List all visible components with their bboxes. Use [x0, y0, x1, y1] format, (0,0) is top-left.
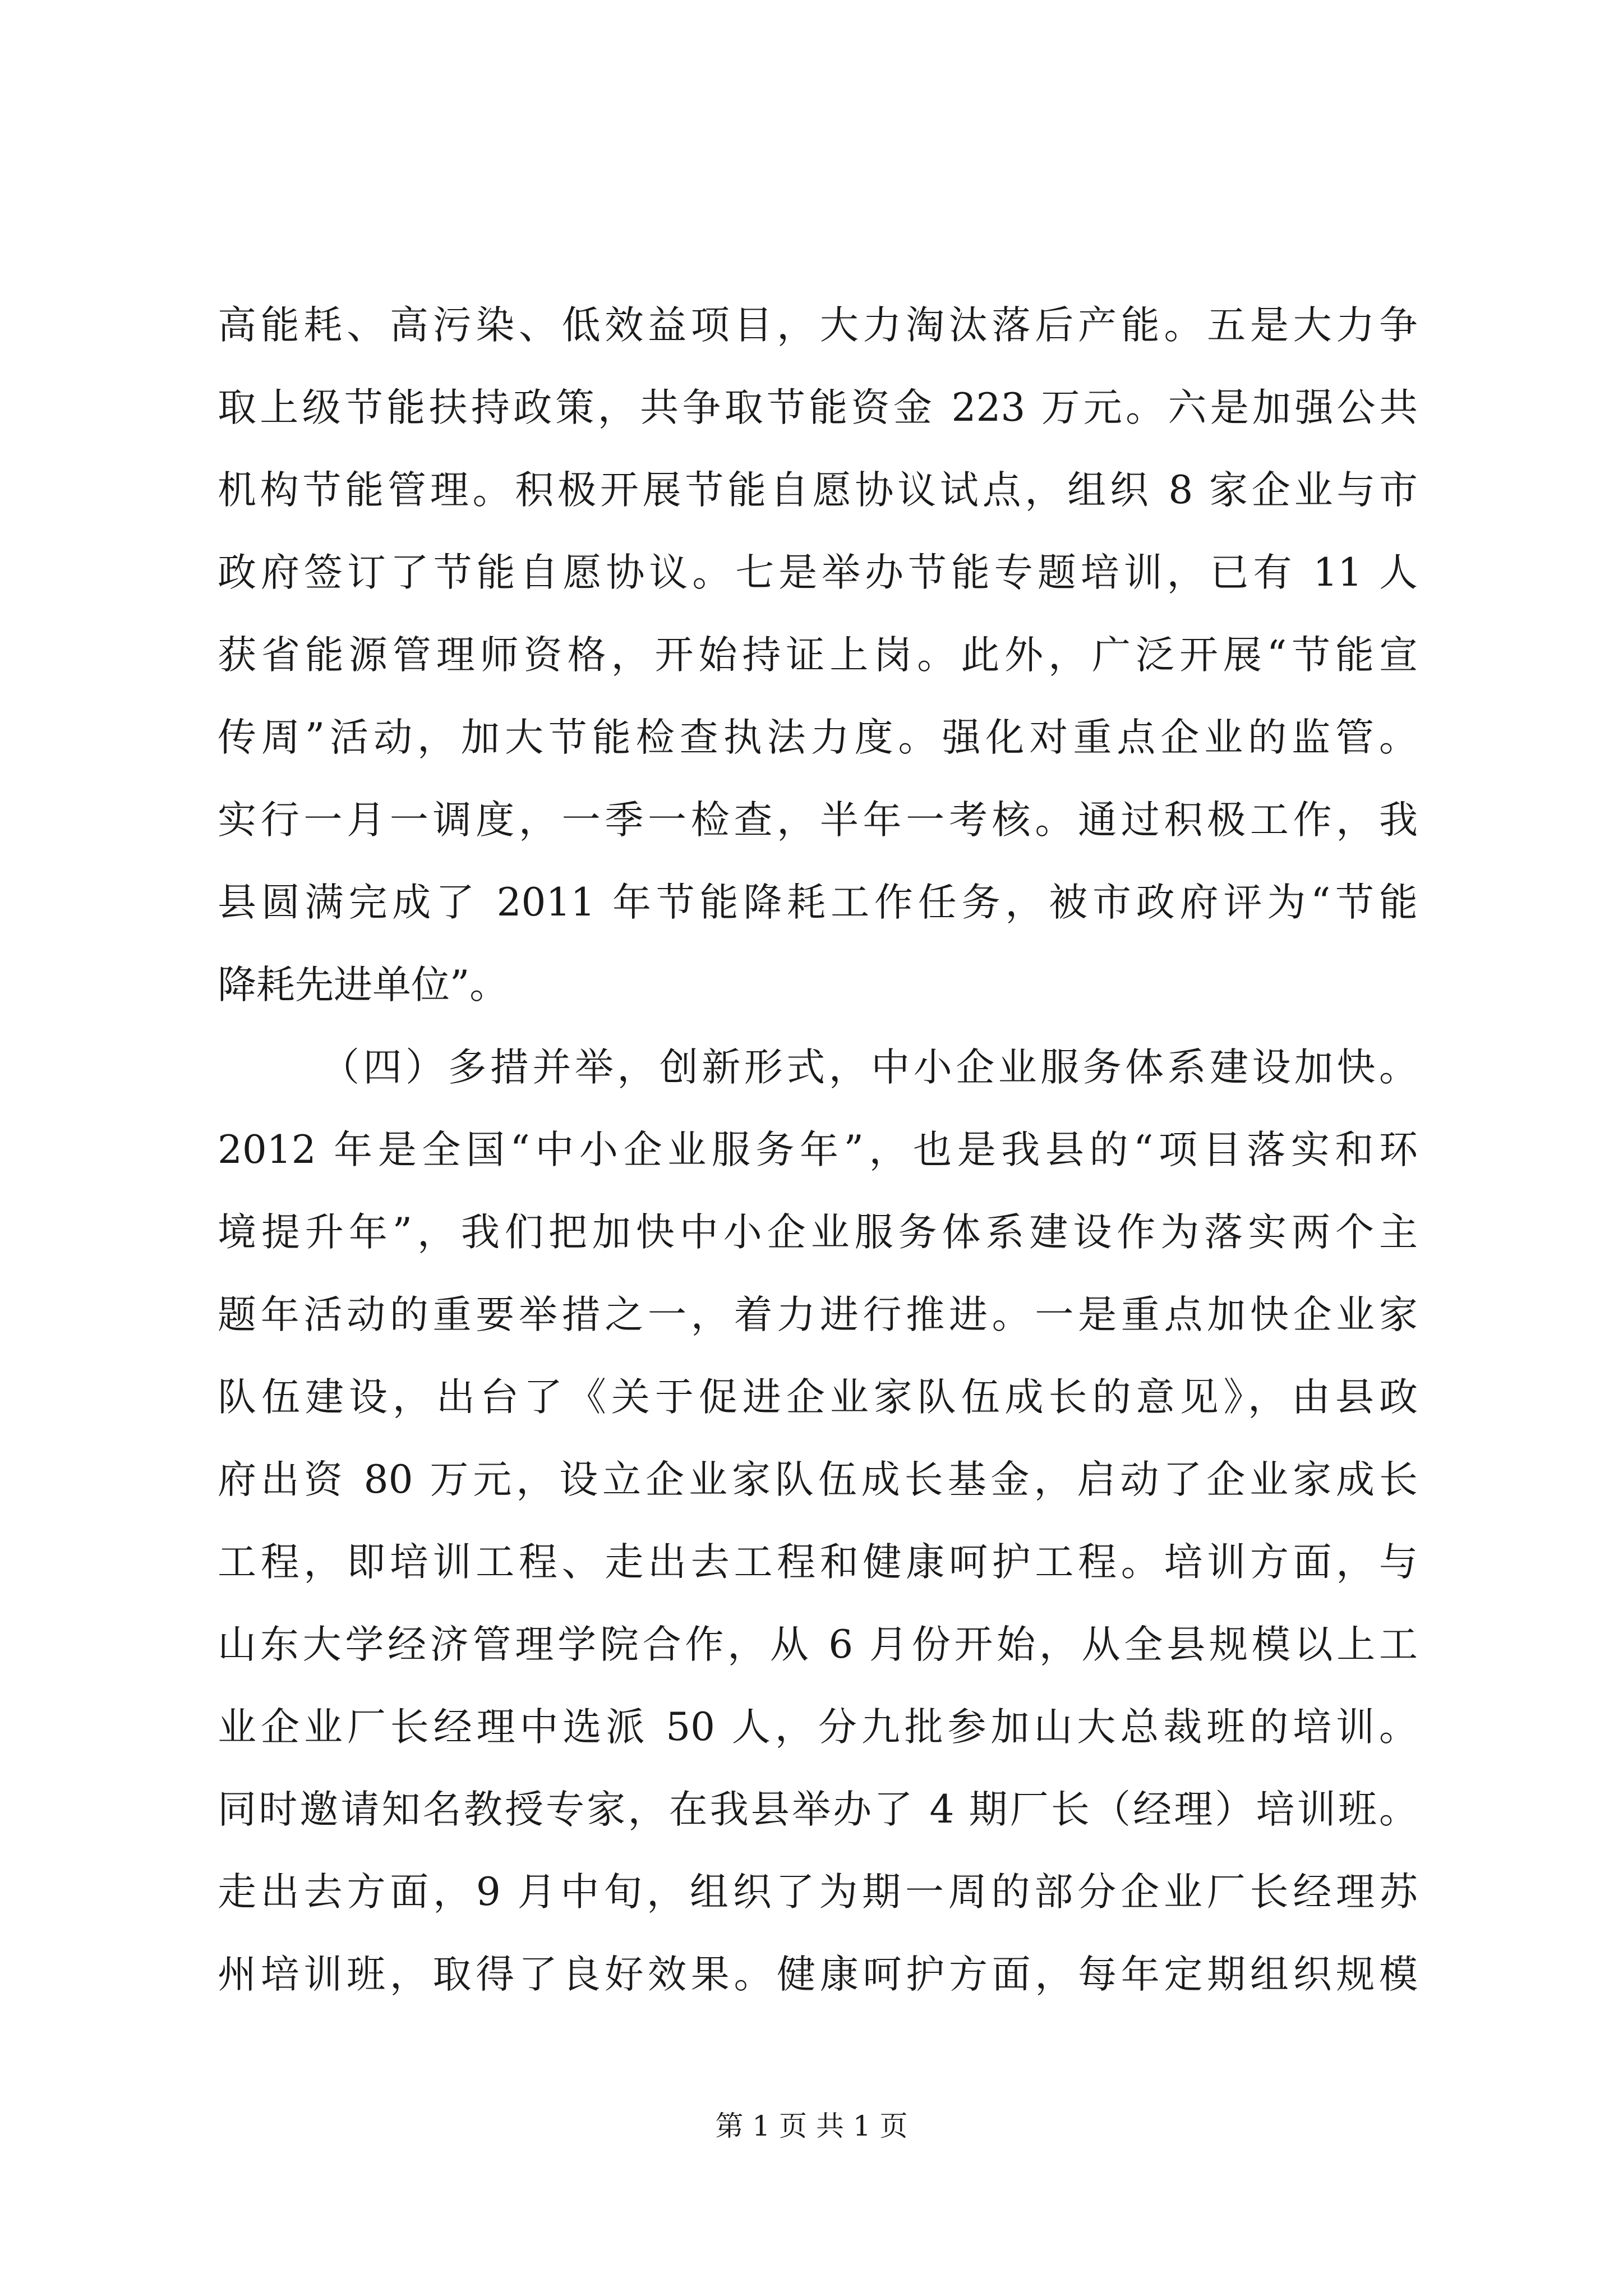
body-text-line: 实行一月一调度，一季一检查，半年一考核。通过积极工作，我: [218, 798, 1418, 843]
body-text-line: 传周”活动，加大节能检查执法力度。强化对重点企业的监管。: [218, 715, 1418, 760]
body-text-line: 走出去方面，9 月中旬，组织了为期一周的部分企业厂长经理苏: [218, 1870, 1418, 1915]
body-text-line: 降耗先进单位”。: [218, 963, 509, 1007]
body-text-line: 工程，即培训工程、走出去工程和健康呵护工程。培训方面，与: [218, 1540, 1418, 1585]
body-text-line: 州培训班，取得了良好效果。健康呵护方面，每年定期组织规模: [218, 1952, 1418, 1997]
body-text-line: 县圆满完成了 2011 年节能降耗工作任务，被市政府评为“节能: [218, 880, 1418, 925]
body-text-line: 题年活动的重要举措之一，着力进行推进。一是重点加快企业家: [218, 1292, 1418, 1337]
body-text-line: 2012 年是全国“中小企业服务年”，也是我县的“项目落实和环: [218, 1128, 1418, 1172]
body-text-line: 同时邀请知名教授专家，在我县举办了 4 期厂长（经理）培训班。: [218, 1787, 1418, 1832]
body-text-line: 取上级节能扶持政策，共争取节能资金 223 万元。六是加强公共: [218, 385, 1418, 430]
body-text-line: 机构节能管理。积极开展节能自愿协议试点，组织 8 家企业与市: [218, 468, 1418, 513]
page-number-footer: 第 1 页 共 1 页: [715, 2110, 908, 2142]
body-text-line: 高能耗、高污染、低效益项目，大力淘汰落后产能。五是大力争: [218, 303, 1418, 348]
body-text-line: 山东大学经济管理学院合作，从 6 月份开始，从全县规模以上工: [218, 1622, 1418, 1667]
body-text-line: 政府签订了节能自愿协议。七是举办节能专题培训，已有 11 人: [218, 550, 1418, 595]
body-text-line: 境提升年”，我们把加快中小企业服务体系建设作为落实两个主: [218, 1210, 1418, 1255]
body-text-line: 队伍建设，出台了《关于促进企业家队伍成长的意见》，由县政: [218, 1375, 1418, 1420]
body-text-line: 业企业厂长经理中选派 50 人，分九批参加山大总裁班的培训。: [218, 1705, 1418, 1750]
section-heading-line: （四）多措并举，创新形式，中小企业服务体系建设加快。: [321, 1045, 1418, 1090]
body-text-line: 府出资 80 万元，设立企业家队伍成长基金，启动了企业家成长: [218, 1457, 1418, 1502]
body-text-line: 获省能源管理师资格，开始持证上岗。此外，广泛开展“节能宣: [218, 633, 1418, 678]
